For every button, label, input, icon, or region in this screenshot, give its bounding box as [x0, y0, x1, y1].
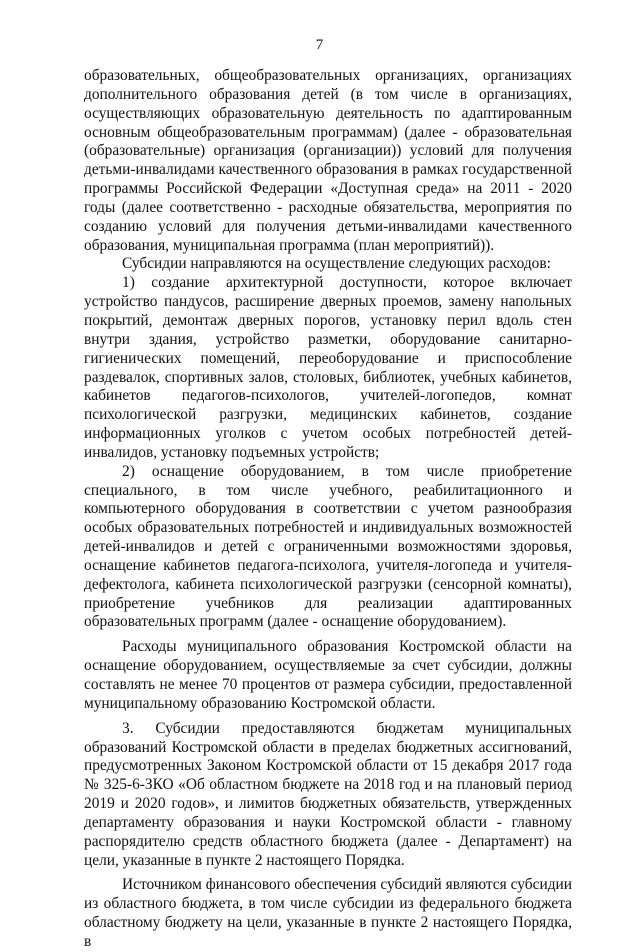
paragraph-item-2-equipment: 2) оснащение оборудованием, в том числе приобретение специального, в том числе учебного, реабилитационного и компьютерного оборудования в соответствии с учетом разнообразия особых образовательных потребностей и индивидуальных возможностей детей-инвалидов и детей с ограниченными возможностями здоровья, оснащение кабинетов педагога-психолога, учителя-логопеда и учителя-дефектолога, кабинета психологической разгрузки (сенсорной комнаты), приобретение учебников для реализации адаптированных образовательных программ (далее - оснащение оборудованием). — [84, 462, 572, 631]
paragraph-continuation: образовательных, общеобразовательных организациях, организациях дополнительного образования детей (в том числе в организациях, осуществляющих образовательную деятельность по адаптированным основным общеобразовательным программам) (далее - образовательная (образовательные) организация (организации)) условий для получения детьми-инвалидами качественного образования в рамках государственной программы Российской Федерации «Доступная среда» на 2011 - 2020 годы (далее соответственно - расходные обязательства, мероприятия по созданию условий для получения детьми-инвалидами качественного образования, муниципальная программа (план мероприятий)). — [84, 67, 572, 254]
paragraph-expenses-intro: Субсидии направляются на осуществление следующих расходов: — [122, 255, 551, 273]
paragraph-section-3: 3. Субсидии предоставляются бюджетам муниципальных образований Костромской области в пределах бюджетных ассигнований, предусмотренных Законом Костромской области от 15 декабря 2017 года № 325-6-ЗКО «Об областном бюджете на 2018 год и на плановый период 2019 и 2020 годов», и лимитов бюджетных обязательств, утвержденных департаменту образования и науки Костромской области - главному распорядителю средств областного бюджета (далее - Департамент) на цели, указанные в пункте 2 настоящего Порядка. — [84, 719, 572, 869]
page-number: 7 — [315, 37, 324, 53]
paragraph-funding-source: Источником финансового обеспечения субсидий являются субсидии из областного бюджета, в том числе субсидии из федерального бюджета областному бюджету на цели, указанные в пункте 2 настоящего Порядка, в — [84, 876, 572, 950]
paragraph-item-1-accessibility: 1) создание архитектурной доступности, которое включает устройство пандусов, расширение дверных проемов, замену напольных покрытий, демонтаж дверных порогов, установку перил вдоль стен внутри здания, устройство разметки, оборудование санитарно-гигиенических помещений, переоборудование и приспособление раздевалок, спортивных залов, столовых, библиотек, учебных кабинетов, кабинетов педагогов-психологов, учителей-логопедов, комнат психологической разгрузки, медицинских кабинетов, создание информационных уголков с учетом особых потребностей детей-инвалидов, установку подъемных устройств; — [84, 274, 572, 461]
paragraph-equipment-share: Расходы муниципального образования Костромской области на оснащение оборудованием, осуществляемые за счет субсидии, должны составлять не менее 70 процентов от размера субсидии, предоставленной муниципальному образованию Костромской области. — [84, 638, 572, 712]
document-body — [84, 67, 572, 952]
